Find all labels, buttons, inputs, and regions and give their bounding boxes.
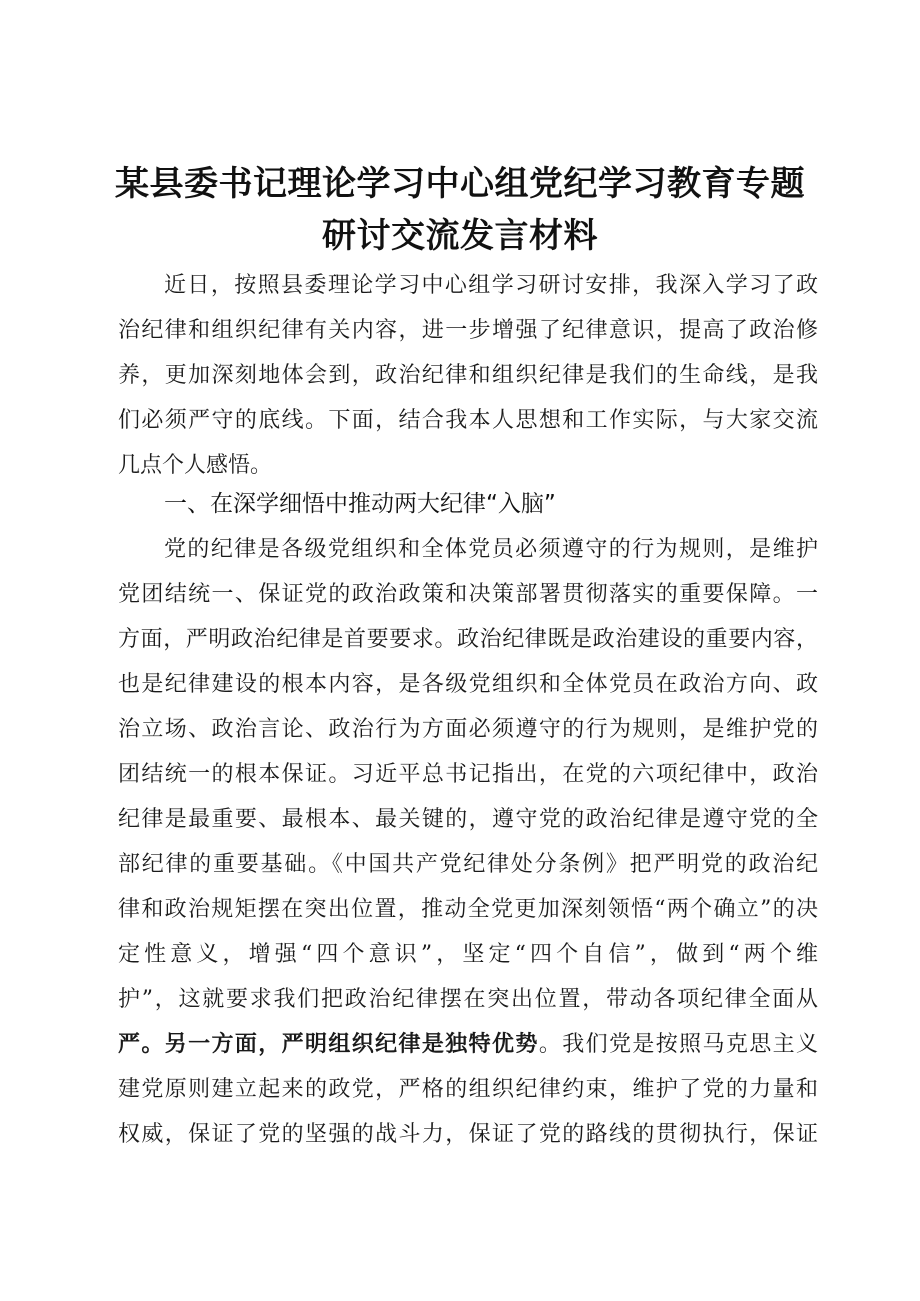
text-line: 纪律是最重要、最根本、最关键的，遵守党的政治纪律是遵守党的全 <box>118 807 818 832</box>
paragraph-intro <box>118 263 818 488</box>
text-line-mixed <box>118 1022 818 1067</box>
text-line: 治纪律和组织纪律有关内容，进一步增强了纪律意识，提高了政治修 <box>118 318 818 343</box>
text-line: 团结统一的根本保证。习近平总书记指出，在党的六项纪律中，政治 <box>118 762 818 787</box>
text-line: 党的纪律是各级党组织和全体党员必须遵守的行为规则，是维护 <box>164 537 818 562</box>
line-suffix: 。我们党是按照马克思主义 <box>538 1032 818 1057</box>
text-line: 部纪律的重要基础。《中国共产党纪律处分条例》把严明党的政治纪 <box>118 852 818 877</box>
text-line: 几点个人感悟。 <box>118 453 273 478</box>
text-line: 建党原则建立起来的政党，严格的组织纪律约束，维护了党的力量和 <box>118 1077 818 1102</box>
text-line: 也是纪律建设的根本内容，是各级党组织和全体党员在政治方向、政 <box>118 672 818 697</box>
bold-phrase: 另一方面，严明组织纪律是独特优势 <box>164 1031 539 1057</box>
text-line: 党团结统一、保证党的政治政策和决策部署贯彻落实的重要保障。一 <box>118 582 818 607</box>
text-line: 方面，严明政治纪律是首要要求。政治纪律既是政治建设的重要内容， <box>118 627 818 652</box>
text-line: 护”，这就要求我们把政治纪律摆在突出位置，带动各项纪律全面从 <box>118 987 818 1012</box>
document-title-line-1: 某县委书记理论学习中心组党纪学习教育专题 <box>115 164 805 204</box>
text-line: 律和政治规矩摆在突出位置，推动全党更加深刻领悟“两个确立”的决 <box>118 897 818 922</box>
text-line: 治立场、政治言论、政治行为方面必须遵守的行为规则，是维护党的 <box>118 717 818 742</box>
text-line: 养，更加深刻地体会到，政治纪律和组织纪律是我们的生命线，是我 <box>118 363 818 388</box>
text-line: 近日，按照县委理论学习中心组学习研讨安排，我深入学习了政 <box>164 273 818 298</box>
section-heading-1: 一、在深学细悟中推动两大纪律“入脑” <box>164 491 556 517</box>
bold-prefix: 严。 <box>118 1031 165 1057</box>
paragraph-section-1 <box>118 527 818 1157</box>
text-line: 定性意义，增强“四个意识”，坚定“四个自信”，做到“两个维 <box>118 942 818 967</box>
document-title-line-2: 研讨交流发言材料 <box>322 216 598 256</box>
text-line: 权威，保证了党的坚强的战斗力，保证了党的路线的贯彻执行，保证 <box>118 1122 818 1147</box>
text-line: 们必须严守的底线。下面，结合我本人思想和工作实际，与大家交流 <box>118 408 818 433</box>
